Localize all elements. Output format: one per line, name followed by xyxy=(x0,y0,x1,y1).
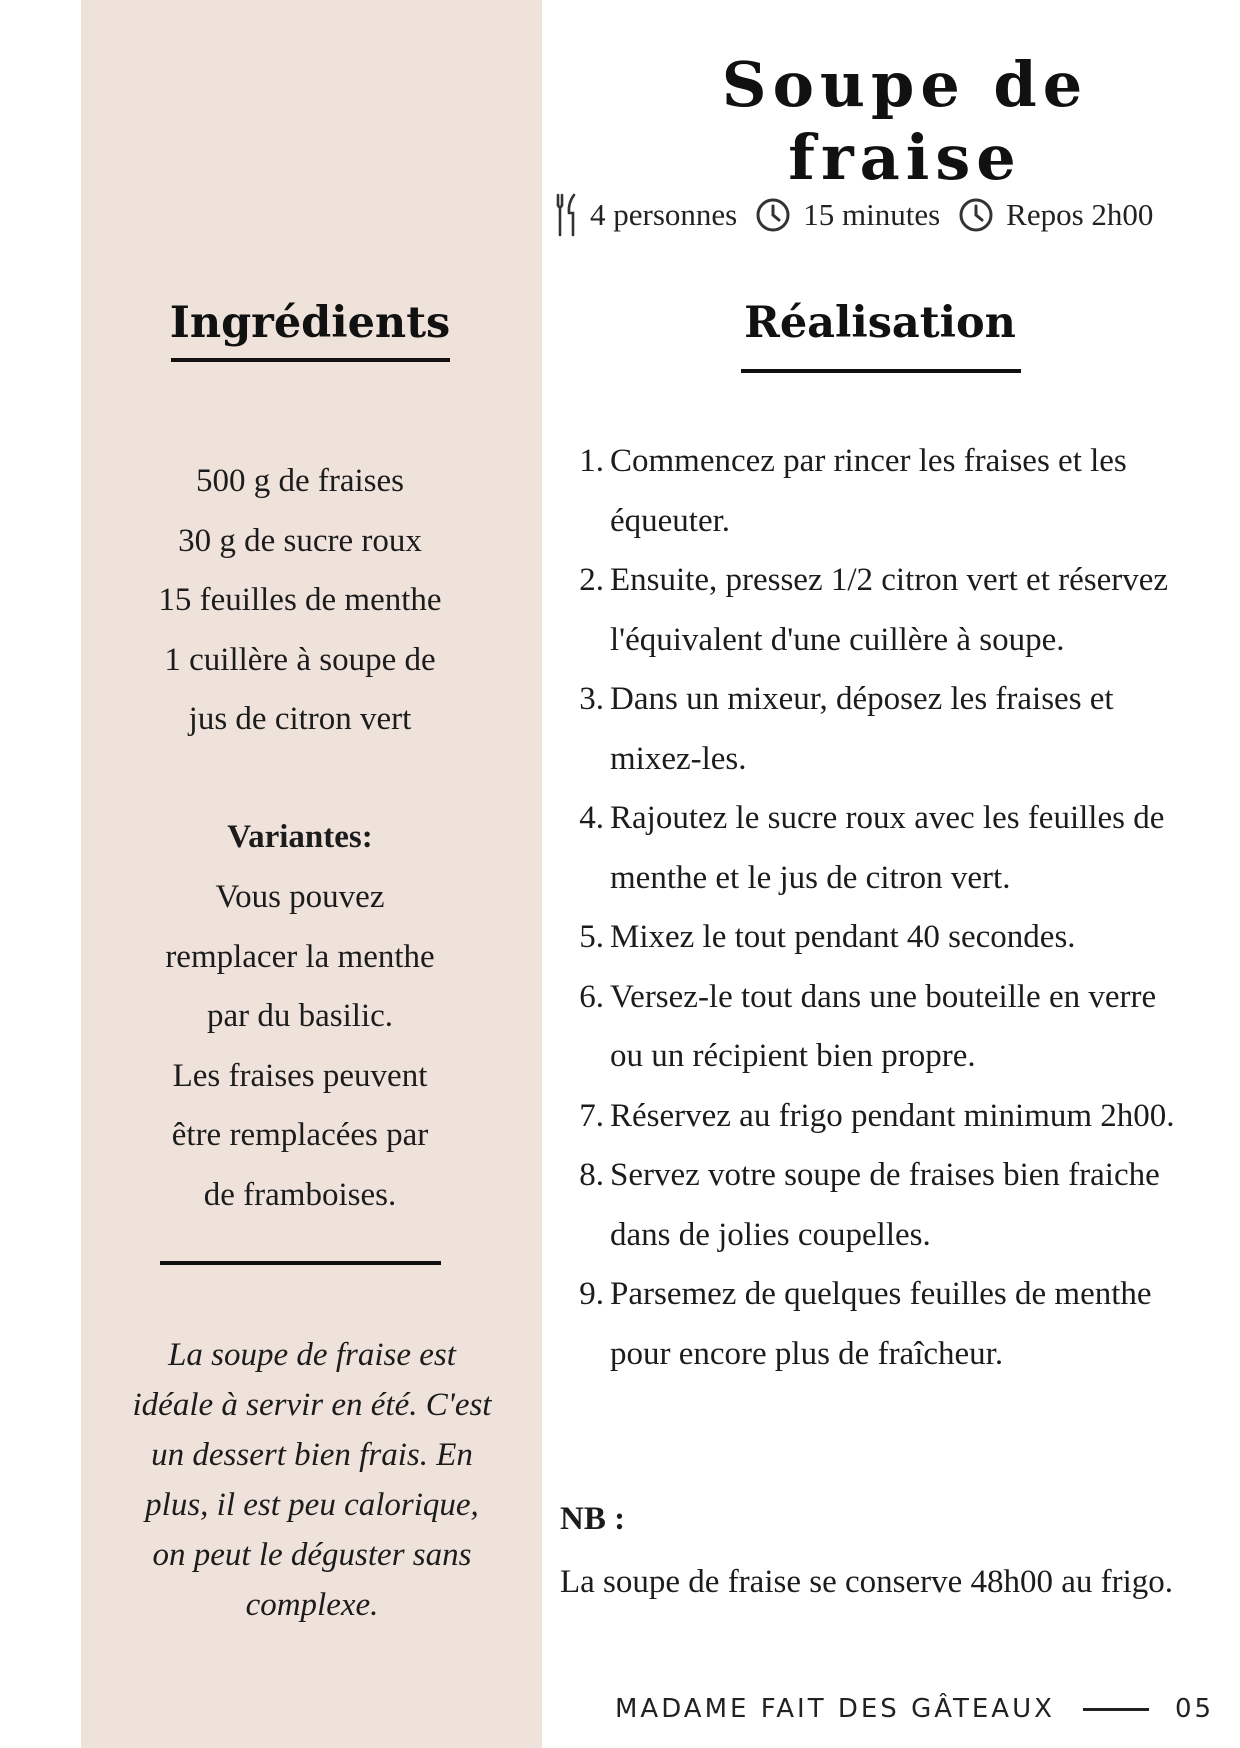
variants-line: de framboises. xyxy=(203,1176,397,1213)
ingredient-item: jus de citron vert xyxy=(188,701,412,737)
step-line: Dans un mixeur, déposez les fraises et xyxy=(610,681,1114,717)
step-item xyxy=(578,432,1228,551)
step-number: 7. xyxy=(579,1097,604,1134)
step-number: 3. xyxy=(579,681,604,717)
ingredient-item: 15 feuilles de menthe xyxy=(158,582,442,618)
step-item xyxy=(578,670,1228,789)
step-number: 9. xyxy=(579,1276,604,1312)
steps-heading: Réalisation xyxy=(744,298,1016,348)
variants-text xyxy=(120,868,480,1225)
step-number: 1. xyxy=(579,443,604,479)
variants-line: Vous pouvez xyxy=(215,879,385,915)
ingredient-item: 30 g de sucre roux xyxy=(178,522,422,559)
quote-line: La soupe de fraise est xyxy=(168,1337,456,1373)
quote-line: idéale à servir en été. C'est xyxy=(132,1387,492,1423)
ingredient-item: 1 cuillère à soupe de xyxy=(164,641,436,678)
step-item xyxy=(578,551,1228,670)
step-line: Rajoutez le sucre roux avec les feuilles de xyxy=(610,800,1165,836)
ingredients-heading-underline xyxy=(171,358,450,362)
step-line: ou un récipient bien propre. xyxy=(610,1038,976,1074)
fork-knife-icon xyxy=(556,193,578,237)
quote-line: plus, il est peu calorique, xyxy=(145,1487,479,1523)
step-item xyxy=(578,908,1228,968)
rest-time-text: Repos 2h00 xyxy=(1006,197,1154,232)
step-line: Servez votre soupe de fraises bien fraiche xyxy=(610,1157,1160,1193)
quote-line: on peut le déguster sans xyxy=(152,1537,472,1573)
prep-time-meta xyxy=(755,197,940,233)
variants-line: remplacer la menthe xyxy=(165,938,435,975)
recipe-meta xyxy=(556,190,1171,240)
step-line: mixez-les. xyxy=(610,740,747,777)
footer-dash xyxy=(1083,1708,1149,1711)
variants-label: Variantes: xyxy=(227,819,373,855)
step-item xyxy=(578,789,1228,908)
step-number: 4. xyxy=(579,800,604,836)
step-line: Commencez par rincer les fraises et les xyxy=(610,443,1127,479)
step-item xyxy=(578,1087,1228,1147)
ingredients-heading: Ingrédients xyxy=(169,298,451,348)
nb-text: La soupe de fraise se conserve 48h00 au frigo. xyxy=(560,1564,1174,1600)
step-item xyxy=(578,968,1228,1087)
page-number: 05 xyxy=(1174,1694,1215,1724)
variants-line: être remplacées par xyxy=(171,1117,429,1153)
rest-time-meta xyxy=(958,197,1153,233)
variants-line: Les fraises peuvent xyxy=(172,1057,428,1094)
quote-line: complexe. xyxy=(245,1587,379,1623)
clock-icon xyxy=(755,197,791,233)
step-number: 6. xyxy=(579,978,604,1015)
variants-line: par du basilic. xyxy=(206,998,394,1034)
nb-label: NB : xyxy=(560,1501,626,1537)
step-number: 8. xyxy=(579,1157,604,1193)
step-line: l'équivalent d'une cuillère à soupe. xyxy=(610,621,1065,658)
step-line: Mixez le tout pendant 40 secondes. xyxy=(610,919,1076,955)
page-title: Soupe de fraise xyxy=(721,48,1089,194)
step-item xyxy=(578,1265,1228,1384)
prep-time-text: 15 minutes xyxy=(803,197,941,232)
page-footer xyxy=(615,1694,1214,1724)
step-line: pour encore plus de fraîcheur. xyxy=(610,1335,1004,1372)
servings-text: 4 personnes xyxy=(590,197,738,232)
step-line: menthe et le jus de citron vert. xyxy=(610,859,1011,896)
servings-meta xyxy=(556,193,737,237)
step-line: équeuter. xyxy=(610,502,731,539)
step-line: Versez-le tout dans une bouteille en verre xyxy=(610,978,1157,1015)
steps-heading-underline xyxy=(741,369,1021,373)
step-line: Réservez au frigo pendant minimum 2h00. xyxy=(610,1097,1175,1134)
footer-brand: MADAME FAIT DES GÂTEAUX xyxy=(615,1694,1055,1724)
sidebar-divider xyxy=(160,1261,441,1265)
step-number: 2. xyxy=(579,562,604,598)
step-line: dans de jolies coupelles. xyxy=(610,1216,931,1253)
steps-list xyxy=(578,432,1228,1384)
clock-icon xyxy=(958,197,994,233)
step-item xyxy=(578,1146,1228,1265)
quote-line: un dessert bien frais. En xyxy=(151,1437,473,1473)
step-line: Parsemez de quelques feuilles de menthe xyxy=(610,1276,1152,1312)
ingredients-list xyxy=(120,452,480,750)
step-number: 5. xyxy=(579,919,604,955)
step-line: Ensuite, pressez 1/2 citron vert et réservez xyxy=(610,562,1169,598)
ingredient-item: 500 g de fraises xyxy=(195,463,405,499)
recipe-note-quote xyxy=(120,1330,504,1630)
